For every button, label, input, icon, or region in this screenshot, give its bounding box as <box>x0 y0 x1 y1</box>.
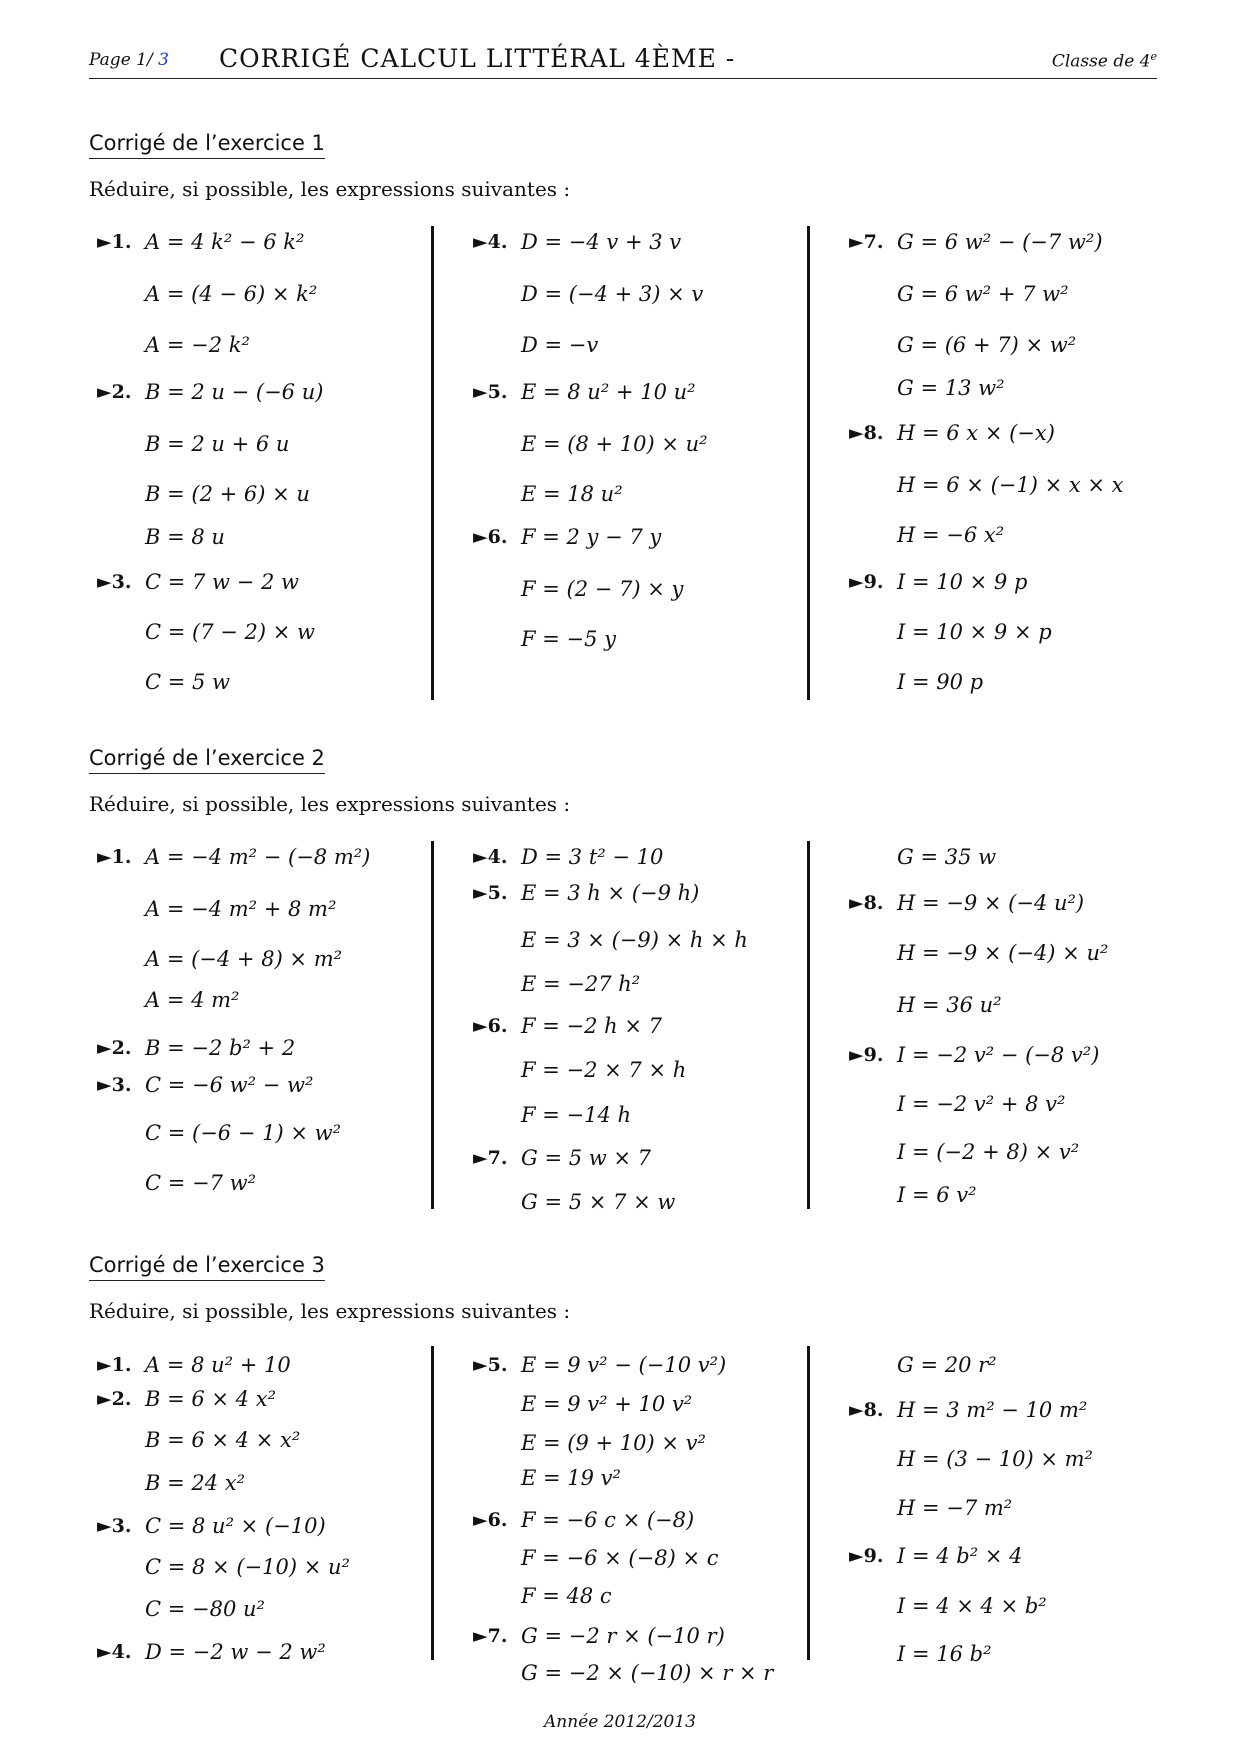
exercise-3-instruction: Réduire, si possible, les expressions suivantes : <box>89 1299 571 1323</box>
expression: F = 2 y − 7 y <box>521 525 662 549</box>
expression: I = 4 × 4 × b² <box>897 1594 1047 1618</box>
expression: G = 5 w × 7 <box>521 1146 652 1170</box>
exercise-1-title: Corrigé de l’exercice 1 <box>89 131 325 159</box>
expression: F = (2 − 7) × y <box>521 577 684 601</box>
expression: H = 36 u² <box>897 993 1002 1017</box>
expression: D = −v <box>521 333 599 357</box>
expression: G = 20 r² <box>897 1353 997 1377</box>
expression: I = −2 v² + 8 v² <box>897 1092 1066 1116</box>
item-marker: ►1. <box>97 846 132 868</box>
expression: B = 6 × 4 × x² <box>145 1428 301 1452</box>
class-label-sup: e <box>1150 50 1157 63</box>
item-marker: ►1. <box>97 1354 132 1376</box>
expression: D = −2 w − 2 w² <box>145 1640 326 1664</box>
expression: C = 5 w <box>145 670 231 694</box>
item-marker: ►7. <box>849 231 884 253</box>
item-marker: ►4. <box>473 231 508 253</box>
expression: I = 90 p <box>897 670 984 694</box>
item-marker: ►9. <box>849 1545 884 1567</box>
column-divider <box>431 841 434 1209</box>
expression: E = 9 v² + 10 v² <box>521 1392 693 1416</box>
document-title: CORRIGÉ CALCUL LITTÉRAL 4ÈME - <box>219 44 736 73</box>
item-marker: ►2. <box>97 1037 132 1059</box>
page-total-link[interactable]: 3 <box>158 50 169 70</box>
expression: C = (−6 − 1) × w² <box>145 1121 342 1145</box>
expression: E = 9 v² − (−10 v²) <box>521 1353 727 1377</box>
expression: G = 5 × 7 × w <box>521 1190 676 1214</box>
expression: B = −2 b² + 2 <box>145 1036 296 1060</box>
expression: B = (2 + 6) × u <box>145 482 310 506</box>
expression: B = 2 u − (−6 u) <box>145 380 324 404</box>
exercise-3-title: Corrigé de l’exercice 3 <box>89 1253 325 1281</box>
page-indicator <box>89 50 169 70</box>
expression: H = (3 − 10) × m² <box>897 1447 1093 1471</box>
expression: E = −27 h² <box>521 972 641 996</box>
expression: G = (6 + 7) × w² <box>897 333 1077 357</box>
column-divider <box>807 1346 810 1660</box>
expression: G = 35 w <box>897 845 997 869</box>
expression: C = −6 w² − w² <box>145 1073 314 1097</box>
item-marker: ►6. <box>473 1015 508 1037</box>
page-label: Page 1/ <box>89 50 153 70</box>
item-marker: ►9. <box>849 1044 884 1066</box>
column-divider <box>431 1346 434 1660</box>
item-marker: ►4. <box>473 846 508 868</box>
expression: G = 6 w² − (−7 w²) <box>897 230 1103 254</box>
expression: H = −9 × (−4 u²) <box>897 891 1085 915</box>
expression: E = (9 + 10) × v² <box>521 1431 706 1455</box>
expression: F = −2 × 7 × h <box>521 1058 687 1082</box>
item-marker: ►7. <box>473 1147 508 1169</box>
expression: I = 4 b² × 4 <box>897 1544 1023 1568</box>
expression: C = 8 u² × (−10) <box>145 1514 326 1538</box>
expression: B = 6 × 4 x² <box>145 1387 276 1411</box>
expression: C = −7 w² <box>145 1171 257 1195</box>
item-marker: ►9. <box>849 571 884 593</box>
expression: A = −4 m² + 8 m² <box>145 897 337 921</box>
expression: E = 18 u² <box>521 482 623 506</box>
expression: I = −2 v² − (−8 v²) <box>897 1043 1100 1067</box>
expression: E = 19 v² <box>521 1466 621 1490</box>
item-marker: ►8. <box>849 1399 884 1421</box>
expression: F = −6 c × (−8) <box>521 1508 695 1532</box>
expression: F = −6 × (−8) × c <box>521 1546 719 1570</box>
item-marker: ►5. <box>473 1354 508 1376</box>
expression: H = −9 × (−4) × u² <box>897 941 1109 965</box>
expression: G = −2 × (−10) × r × r <box>521 1661 774 1685</box>
expression: A = 8 u² + 10 <box>145 1353 291 1377</box>
expression: A = 4 k² − 6 k² <box>145 230 305 254</box>
expression: A = −4 m² − (−8 m²) <box>145 845 371 869</box>
column-divider <box>807 226 810 700</box>
expression: A = −2 k² <box>145 333 250 357</box>
exercise-2-title: Corrigé de l’exercice 2 <box>89 746 325 774</box>
expression: I = 10 × 9 p <box>897 570 1028 594</box>
item-marker: ►3. <box>97 571 132 593</box>
item-marker: ►8. <box>849 892 884 914</box>
item-marker: ►7. <box>473 1625 508 1647</box>
item-marker: ►6. <box>473 526 508 548</box>
expression: I = (−2 + 8) × v² <box>897 1140 1080 1164</box>
page-header <box>89 44 1157 79</box>
expression: C = 7 w − 2 w <box>145 570 299 594</box>
item-marker: ►3. <box>97 1515 132 1537</box>
item-marker: ►2. <box>97 381 132 403</box>
expression: G = −2 r × (−10 r) <box>521 1624 725 1648</box>
expression: C = (7 − 2) × w <box>145 620 315 644</box>
exercise-1-instruction: Réduire, si possible, les expressions suivantes : <box>89 177 571 201</box>
column-divider <box>431 226 434 700</box>
expression: G = 6 w² + 7 w² <box>897 282 1069 306</box>
expression: E = 3 × (−9) × h × h <box>521 928 748 952</box>
expression: B = 8 u <box>145 525 225 549</box>
item-marker: ►8. <box>849 422 884 444</box>
item-marker: ►4. <box>97 1641 132 1663</box>
item-marker: ►5. <box>473 381 508 403</box>
expression: A = (−4 + 8) × m² <box>145 947 343 971</box>
expression: D = 3 t² − 10 <box>521 845 664 869</box>
exercise-2-instruction: Réduire, si possible, les expressions suivantes : <box>89 792 571 816</box>
expression: H = −6 x² <box>897 523 1005 547</box>
expression: A = (4 − 6) × k² <box>145 282 318 306</box>
expression: H = 3 m² − 10 m² <box>897 1398 1088 1422</box>
class-label <box>1052 50 1157 72</box>
expression: H = 6 x × (−x) <box>897 421 1055 445</box>
class-label-text: Classe de 4 <box>1051 51 1151 72</box>
expression: F = −14 h <box>521 1103 632 1127</box>
item-marker: ►1. <box>97 231 132 253</box>
page-footer: Année 2012/2013 <box>544 1712 696 1732</box>
expression: H = 6 × (−1) × x × x <box>897 473 1124 497</box>
expression: B = 24 x² <box>145 1471 246 1495</box>
expression: F = 48 c <box>521 1584 612 1608</box>
expression: H = −7 m² <box>897 1496 1013 1520</box>
expression: A = 4 m² <box>145 988 240 1012</box>
expression: E = (8 + 10) × u² <box>521 432 708 456</box>
expression: G = 13 w² <box>897 376 1005 400</box>
expression: I = 10 × 9 × p <box>897 620 1052 644</box>
expression: F = −5 y <box>521 627 617 651</box>
expression: E = 8 u² + 10 u² <box>521 380 696 404</box>
item-marker: ►2. <box>97 1388 132 1410</box>
expression: D = (−4 + 3) × v <box>521 282 704 306</box>
expression: C = −80 u² <box>145 1597 265 1621</box>
expression: B = 2 u + 6 u <box>145 432 290 456</box>
expression: I = 16 b² <box>897 1642 992 1666</box>
expression: F = −2 h × 7 <box>521 1014 662 1038</box>
item-marker: ►6. <box>473 1509 508 1531</box>
expression: C = 8 × (−10) × u² <box>145 1555 350 1579</box>
expression: E = 3 h × (−9 h) <box>521 881 700 905</box>
item-marker: ►3. <box>97 1074 132 1096</box>
expression: I = 6 v² <box>897 1183 977 1207</box>
item-marker: ►5. <box>473 882 508 904</box>
column-divider <box>807 841 810 1209</box>
expression: D = −4 v + 3 v <box>521 230 682 254</box>
